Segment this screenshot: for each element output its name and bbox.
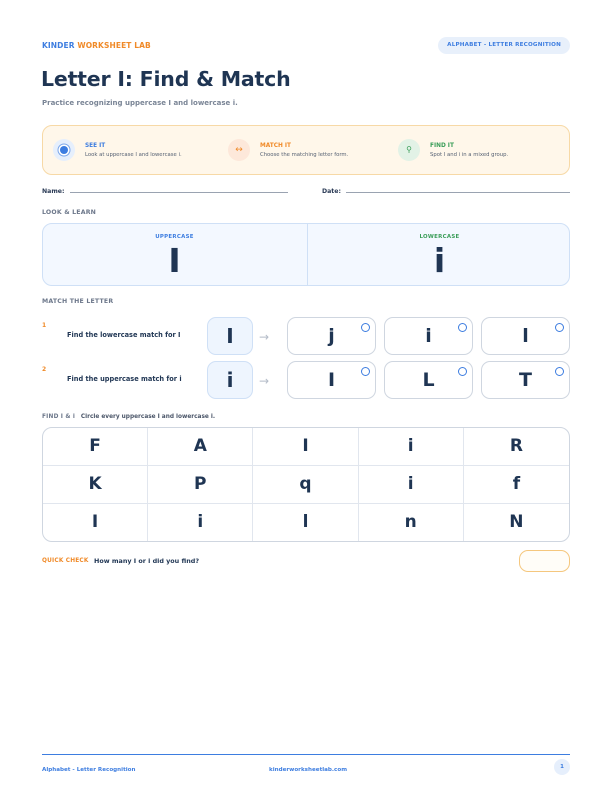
grid-letter[interactable]: i bbox=[359, 428, 464, 466]
find-heading bbox=[42, 414, 215, 420]
look-learn-heading: LOOK & LEARN bbox=[42, 209, 97, 216]
grid-letter[interactable]: P bbox=[148, 466, 253, 504]
brand-name-part1: KINDER bbox=[42, 41, 75, 50]
grid-letter[interactable]: K bbox=[43, 466, 148, 504]
steps-panel bbox=[42, 125, 570, 175]
option-card[interactable] bbox=[384, 317, 473, 355]
option-letter: L bbox=[422, 369, 435, 391]
step-description: Look at uppercase I and lowercase i. bbox=[85, 152, 182, 158]
brand-logo bbox=[42, 41, 151, 50]
date-label: Date: bbox=[322, 188, 341, 195]
question-number: 2 bbox=[42, 366, 47, 373]
grid-letter[interactable]: i bbox=[359, 466, 464, 504]
option-card[interactable] bbox=[481, 361, 570, 399]
quick-check-label: QUICK CHECK bbox=[42, 558, 89, 564]
source-letter: i bbox=[207, 361, 253, 399]
uppercase-letter: I bbox=[168, 241, 181, 280]
lowercase-caption: LOWERCASE bbox=[419, 234, 460, 240]
step-title: MATCH IT bbox=[260, 143, 291, 149]
match-heading: MATCH THE LETTER bbox=[42, 298, 114, 305]
option-card[interactable] bbox=[384, 361, 473, 399]
lowercase-letter: i bbox=[433, 241, 446, 280]
grid-letter[interactable]: i bbox=[148, 504, 253, 541]
source-letter: I bbox=[207, 317, 253, 355]
letter-grid bbox=[42, 427, 570, 542]
uppercase-caption: UPPERCASE bbox=[155, 234, 194, 240]
date-field[interactable] bbox=[346, 192, 570, 193]
name-field[interactable] bbox=[70, 192, 288, 193]
grid-letter[interactable]: l bbox=[253, 504, 358, 541]
page-subtitle: Practice recognizing uppercase I and lowercase i. bbox=[42, 99, 238, 107]
footer-divider bbox=[42, 754, 570, 755]
answer-bubble[interactable] bbox=[555, 323, 564, 332]
grid-letter[interactable]: N bbox=[509, 512, 524, 532]
find-label: FIND I & i bbox=[42, 414, 76, 420]
find-instruction: Circle every uppercase I and lowercase i. bbox=[80, 414, 216, 420]
step-description: Spot I and i in a mixed group. bbox=[430, 152, 509, 158]
answer-bubble[interactable] bbox=[458, 367, 467, 376]
answer-bubble[interactable] bbox=[555, 367, 564, 376]
question-text: Find the uppercase match for i bbox=[67, 375, 182, 383]
look-learn-panel bbox=[42, 223, 570, 286]
answer-bubble[interactable] bbox=[361, 323, 370, 332]
grid-letter[interactable]: f bbox=[464, 466, 569, 504]
footer-website: kinderworksheetlab.com bbox=[269, 767, 348, 773]
question-number: 1 bbox=[42, 322, 47, 329]
option-card[interactable] bbox=[481, 317, 570, 355]
option-letter: I bbox=[327, 369, 336, 391]
grid-letter[interactable]: I bbox=[43, 504, 148, 541]
option-letter: l bbox=[522, 325, 529, 347]
quick-check-answer-box[interactable] bbox=[519, 550, 570, 572]
page-title: Letter I: Find & Match bbox=[41, 67, 291, 91]
grid-letter[interactable]: F bbox=[43, 428, 148, 466]
step-description: Choose the matching letter form. bbox=[260, 152, 349, 158]
swap-arrows-icon: ↔ bbox=[228, 139, 250, 161]
quick-check-question: How many I or i did you find? bbox=[94, 557, 200, 565]
option-letter: j bbox=[328, 325, 335, 347]
brand-name-part2: WORKSHEET LAB bbox=[77, 41, 151, 50]
grid-letter[interactable]: I bbox=[253, 428, 358, 466]
target-icon bbox=[53, 139, 75, 161]
page-number: 1 bbox=[554, 759, 570, 775]
answer-bubble[interactable] bbox=[458, 323, 467, 332]
grid-letter[interactable]: n bbox=[359, 504, 464, 541]
option-letter: T bbox=[519, 369, 532, 391]
footer-topic: Alphabet - Letter Recognition bbox=[42, 767, 136, 773]
magnifier-icon: ⚲ bbox=[398, 139, 420, 161]
name-label: Name: bbox=[42, 188, 65, 195]
arrow-right-icon: → bbox=[259, 330, 270, 344]
option-letter: i bbox=[425, 325, 432, 347]
grid-letter[interactable]: q bbox=[253, 466, 358, 504]
step-title: SEE IT bbox=[85, 143, 106, 149]
question-text: Find the lowercase match for I bbox=[67, 331, 181, 339]
answer-bubble[interactable] bbox=[361, 367, 370, 376]
grid-letter[interactable]: A bbox=[148, 428, 253, 466]
topic-badge: ALPHABET - LETTER RECOGNITION bbox=[438, 37, 570, 54]
step-title: FIND IT bbox=[430, 143, 454, 149]
grid-letter[interactable]: R bbox=[464, 428, 569, 466]
arrow-right-icon: → bbox=[259, 374, 270, 388]
option-card[interactable] bbox=[287, 317, 376, 355]
option-card[interactable] bbox=[287, 361, 376, 399]
